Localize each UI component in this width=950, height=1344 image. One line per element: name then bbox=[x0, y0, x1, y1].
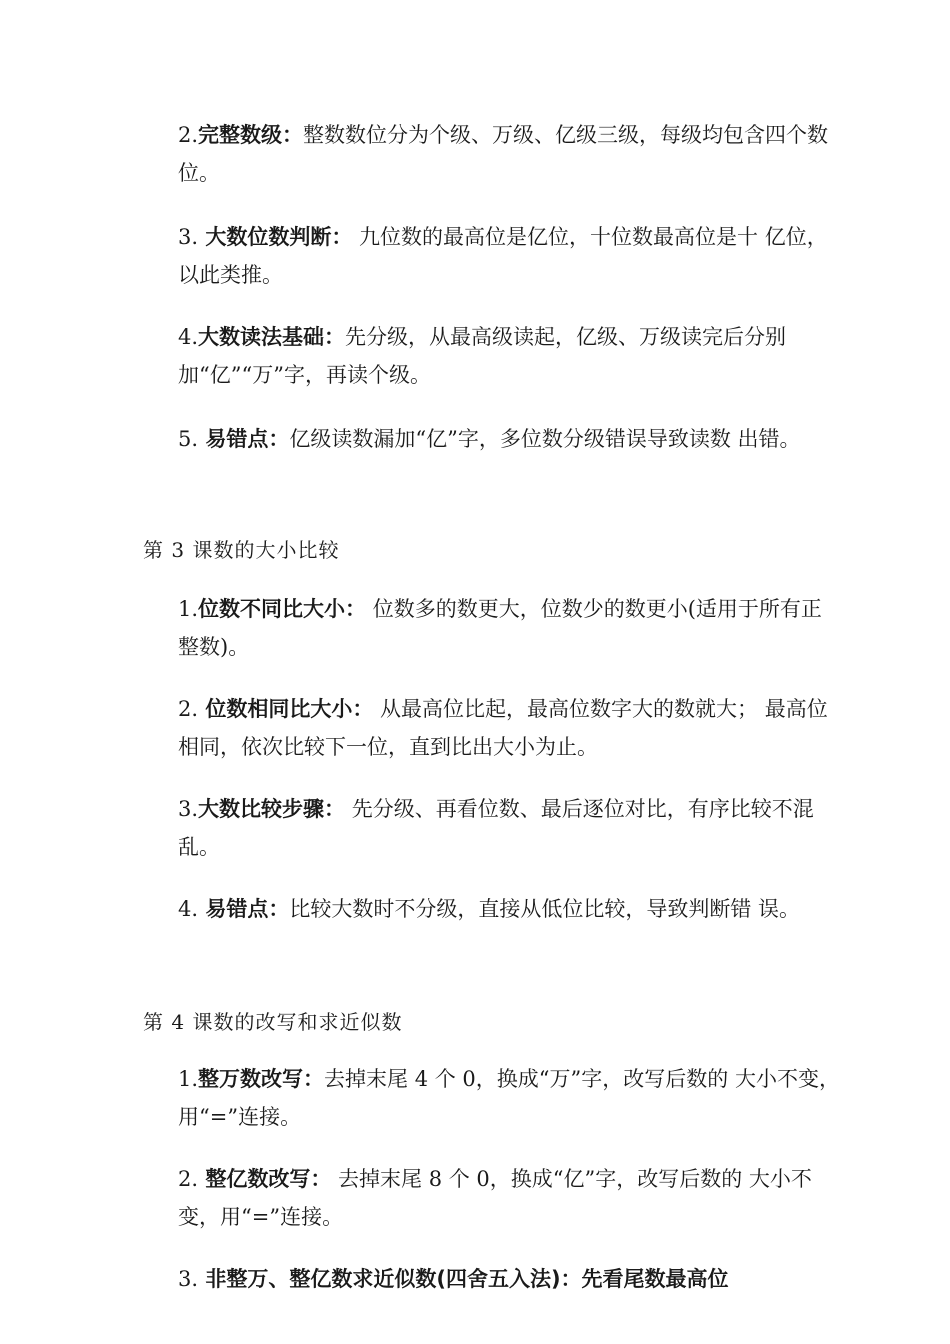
item-number: 4. bbox=[178, 897, 199, 921]
item-common-mistakes-reading bbox=[143, 420, 842, 458]
item-text: 去掉末尾 8 个 0，换成“亿”字，改写后数的 大小不变，用“=”连接。 bbox=[178, 1167, 812, 1229]
item-different-digits bbox=[143, 590, 842, 666]
item-term: 易错点： bbox=[198, 427, 290, 451]
item-term: 位数相同比大小： bbox=[198, 697, 374, 721]
item-term: 完整数级： bbox=[198, 123, 304, 147]
item-approximation bbox=[143, 1260, 842, 1298]
item-number: 2. bbox=[178, 123, 199, 147]
item-term: 大数读法基础： bbox=[198, 325, 346, 349]
item-number: 3. bbox=[178, 797, 199, 821]
item-common-mistakes-compare bbox=[143, 890, 842, 928]
item-number: 4. bbox=[178, 325, 199, 349]
item-term: 非整万、整亿数求近似数(四舍五入法)：先看尾数最高位 bbox=[198, 1267, 729, 1291]
item-number: 2. bbox=[178, 697, 199, 721]
item-text: 从最高位比起，最高位数字大的数就大； 最高位相同，依次比较下一位，直到比出大小为止。 bbox=[178, 697, 828, 759]
item-term: 整万数改写： bbox=[198, 1067, 325, 1091]
item-number: 3. bbox=[178, 225, 199, 249]
item-text: 整数数位分为个级、万级、亿级三级，每级均包含四个数位。 bbox=[178, 123, 829, 185]
lesson-3-heading: 第 3 课数的大小比较 bbox=[143, 538, 340, 562]
item-complete-levels bbox=[143, 116, 842, 192]
item-text: 九位数的最高位是亿位，十位数最高位是十 亿位，以此类推。 bbox=[178, 225, 828, 287]
lesson-4-heading: 第 4 课数的改写和求近似数 bbox=[143, 1010, 403, 1034]
item-compare-steps bbox=[143, 790, 842, 866]
item-number: 1. bbox=[178, 1067, 199, 1091]
item-number: 3. bbox=[178, 1267, 199, 1291]
item-number: 2. bbox=[178, 1167, 199, 1191]
item-text: 先分级、再看位数、最后逐位对比，有序比较不混乱。 bbox=[178, 797, 814, 859]
item-number: 1. bbox=[178, 597, 199, 621]
item-term: 大数比较步骤： bbox=[198, 797, 346, 821]
item-term: 易错点： bbox=[198, 897, 290, 921]
item-term: 整亿数改写： bbox=[198, 1167, 332, 1191]
item-reading-basics bbox=[143, 318, 842, 394]
item-number: 5. bbox=[178, 427, 199, 451]
item-text: 比较大数时不分级，直接从低位比较，导致判断错 误。 bbox=[289, 897, 801, 921]
item-rewrite-yi bbox=[143, 1160, 842, 1236]
item-rewrite-wan bbox=[143, 1060, 842, 1136]
item-text: 位数多的数更大，位数少的数更小(适用于所有正整数)。 bbox=[178, 597, 822, 659]
item-big-number-digits bbox=[143, 218, 842, 294]
item-term: 大数位数判断： bbox=[198, 225, 353, 249]
item-same-digits bbox=[143, 690, 842, 766]
item-text: 去掉末尾 4 个 0，换成“万”字，改写后数的 大小不变，用“=”连接。 bbox=[178, 1067, 840, 1129]
item-text: 先分级，从最高级读起，亿级、万级读完后分别加“亿”“万”字，再读个级。 bbox=[178, 325, 787, 387]
item-text: 亿级读数漏加“亿”字，多位数分级错误导致读数 出错。 bbox=[289, 427, 801, 451]
item-term: 位数不同比大小： bbox=[198, 597, 367, 621]
